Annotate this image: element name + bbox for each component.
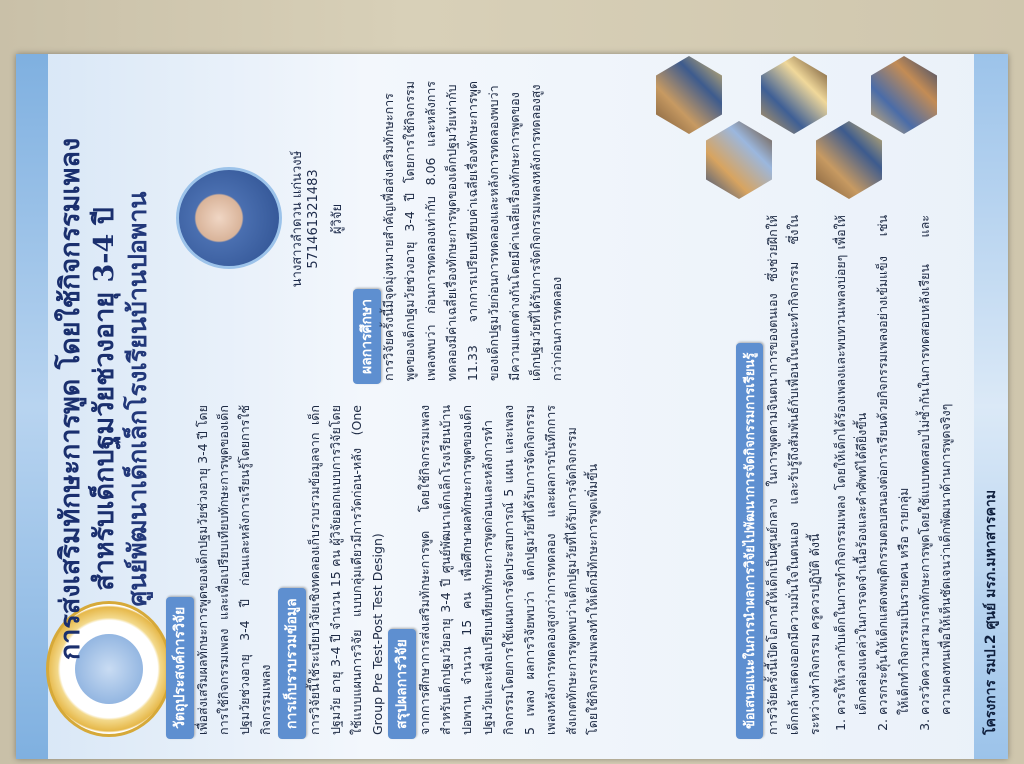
summary-text: จากการศึกษาการส่งเสริมทักษะการพูด โดยใช้กิจกรรมเพลงสำหรับเด็กปฐมวัยอายุ 3-4 ปี ศูนย์พัฒนาเด็กเล็กโรงเรียนบ้านปอพาน จำนวน 15 คน เพื่อศึกษาผลทักษะการพูดของเด็กปฐมวัยและเพื่อเปรียบเทียบทักษะการพูดก่อนและหลังการทำกิจกรรมโดยการใช้แผนการจัดประสบการณ์ 5 แผน และเพลง 5 เพลง ผลการวิจัยพบว่า เด็กปฐมวัยที่ได้รับการจัดกิจกรรมเพลงหลังการทดลองสูงกว่าการทดลอง และผลการบันทึกการสังเกตทักษะการพูดพบว่าเด็กปฐมวัยที่ได้รับการจัดกิจกรรมโดยใช้กิจกรรมเพลงทำให้เด็กมีทักษะการพูดเพิ่มขึ้น: [417, 405, 600, 735]
activity-photo-3: [761, 56, 827, 134]
suggestion-heading: ข้อเสนอแนะในการนำผลการวิจัยไปพัฒนาการจัดกิจกรรมการเรียนรู้: [736, 343, 763, 739]
top-band: [16, 54, 48, 759]
project-label: โครงการ รมป.2 ศูนย์ มรภ.มหาสารคาม: [983, 489, 999, 735]
activity-photo-2: [706, 121, 772, 199]
researcher-role: ผู้วิจัย: [330, 203, 345, 235]
researcher-photo: [176, 167, 282, 269]
objective-heading: วัตถุประสงค์การวิจัย: [166, 597, 194, 739]
title-line-3: ศูนย์พัฒนาเด็กเล็กโรงเรียนบ้านปอพาน: [123, 191, 152, 607]
title-line-2: สำหรับเด็กปฐมวัยช่วงอายุ 3-4 ปี: [89, 207, 120, 591]
researcher-name: นางสาวลำดวน แก่นวงษ์: [290, 150, 305, 288]
activity-photo-5: [871, 56, 937, 134]
suggestion-item: 1. ควรให้เวลากับเด็กในการทำกิจกรรมเพลง โดยให้เด็กได้ร้องเพลงและพบทวนเพลงบ่อยๆ เพื่อให้เด็กคล่องแคล่วในการจดจำเนื้อร้องและคำศัพท์ได้ดียิ่งขึ้น: [830, 215, 872, 715]
title-line-1: การส่งเสริมทักษะการพูด โดยใช้กิจกรรมเพลง: [55, 137, 86, 661]
suggestion-item: 3. ควรวัดความสามารถทักษะการพูดโดยใช้แบบทดสอบไม่ซ้ำกันในการทดสอบหลังเรียน และความคงทนเพื่อให้เห็นชัดเจนว่าเด็กพัฒนาด้านการพูดจริงๆ: [914, 215, 956, 715]
suggestion-intro: การวิจัยครั้งนี้เปิดโอกาสให้เด็กเป็นศูนย์กลาง ในการพูดตามจินตนาการของตนเอง ซึ่งช่วยฝึกให้เด็กกล้าแสดงออกมีความมั่นใจในตนเอง และรับรู้ถึงสัมพันธ์กับเพื่อนในขณะทำกิจกรรม ซึ่งในระหว่างทำกิจกรรม ครูควรปฏิบัติ ดังนี้: [765, 215, 822, 735]
poster-title: [54, 79, 154, 719]
researcher-id: 571461321483: [306, 169, 321, 269]
suggestion-item: 2. ควรกระตุ้นให้เด็กแสดงพฤติกรรมตอบสนองต่อการเรียนด้วยกิจกรรมเพลงอย่างเข้มแข็ง เช่น ให้เด็กทำกิจกรรมเป็นรายคน หรือ รายกลุ่ม: [872, 215, 914, 715]
summary-heading: สรุปผลการวิจัย: [388, 629, 416, 739]
result-heading: ผลการศึกษา: [353, 289, 381, 384]
suggestion-list: [830, 215, 956, 735]
activity-photo-4: [816, 121, 882, 199]
activity-photo-1: [656, 56, 722, 134]
poster-sheet: [16, 54, 1008, 759]
method-heading: การเก็บรวบรวมข้อมูล: [278, 588, 306, 739]
objective-text: เพื่อส่งเสริมผลทักษะการพูดของเด็กปฐมวัยช่วงอายุ 3-4 ปี โดยการใช้กิจกรรมเพลง และเพื่อเปรียบเทียบทักษะการพูดของเด็กปฐมวัยช่วงอายุ 3-4 ปี ก่อนและหลังการเรียนรู้โดยการใช้กิจกรรมเพลง: [195, 405, 273, 735]
poster: [16, 54, 1008, 759]
result-text: การวิจัยครั้งนี้มีจุดมุ่งหมายสำคัญเพื่อส่งเสริมทักษะการพูดของเด็กปฐมวัยช่วงอายุ 3-4 ปี โดยการใช้กิจกรรมเพลงพบว่า ก่อนการทดลองเท่ากับ 8.06 และหลังการทดลองมีค่าเฉลี่ยเรื่องทักษะการพูดของเด็กปฐมวัยเท่ากับ 11.33 จากการเปรียบเทียบค่าเฉลี่ยเรื่องทักษะการพูดของเด็กปฐมวัยก่อนการทดลองและหลังการทดลองพบว่ามีความแตกต่างกันโดยมีค่าเฉลี่ยเรื่องทักษะการพูดของเด็กปฐมวัยที่ได้รับการจัดกิจกรรมเพลงหลังการทดลองสูงกว่าก่อนการทดลอง: [381, 81, 564, 381]
method-text: การวิจัยนี้ใช้ระเบียบวิจัยเชิงทดลองเก็บรวบรวมข้อมูลจาก เด็กปฐมวัย อายุ 3-4 ปี จำนวน 15 คน ผู้วิจัยออกแบบการวิจัยโดยใช้แบบแผนการวิจัย แบบกลุ่มเดียวมีการวัดก่อน-หลัง (One Group Pre Test-Post Test Design): [307, 405, 385, 735]
